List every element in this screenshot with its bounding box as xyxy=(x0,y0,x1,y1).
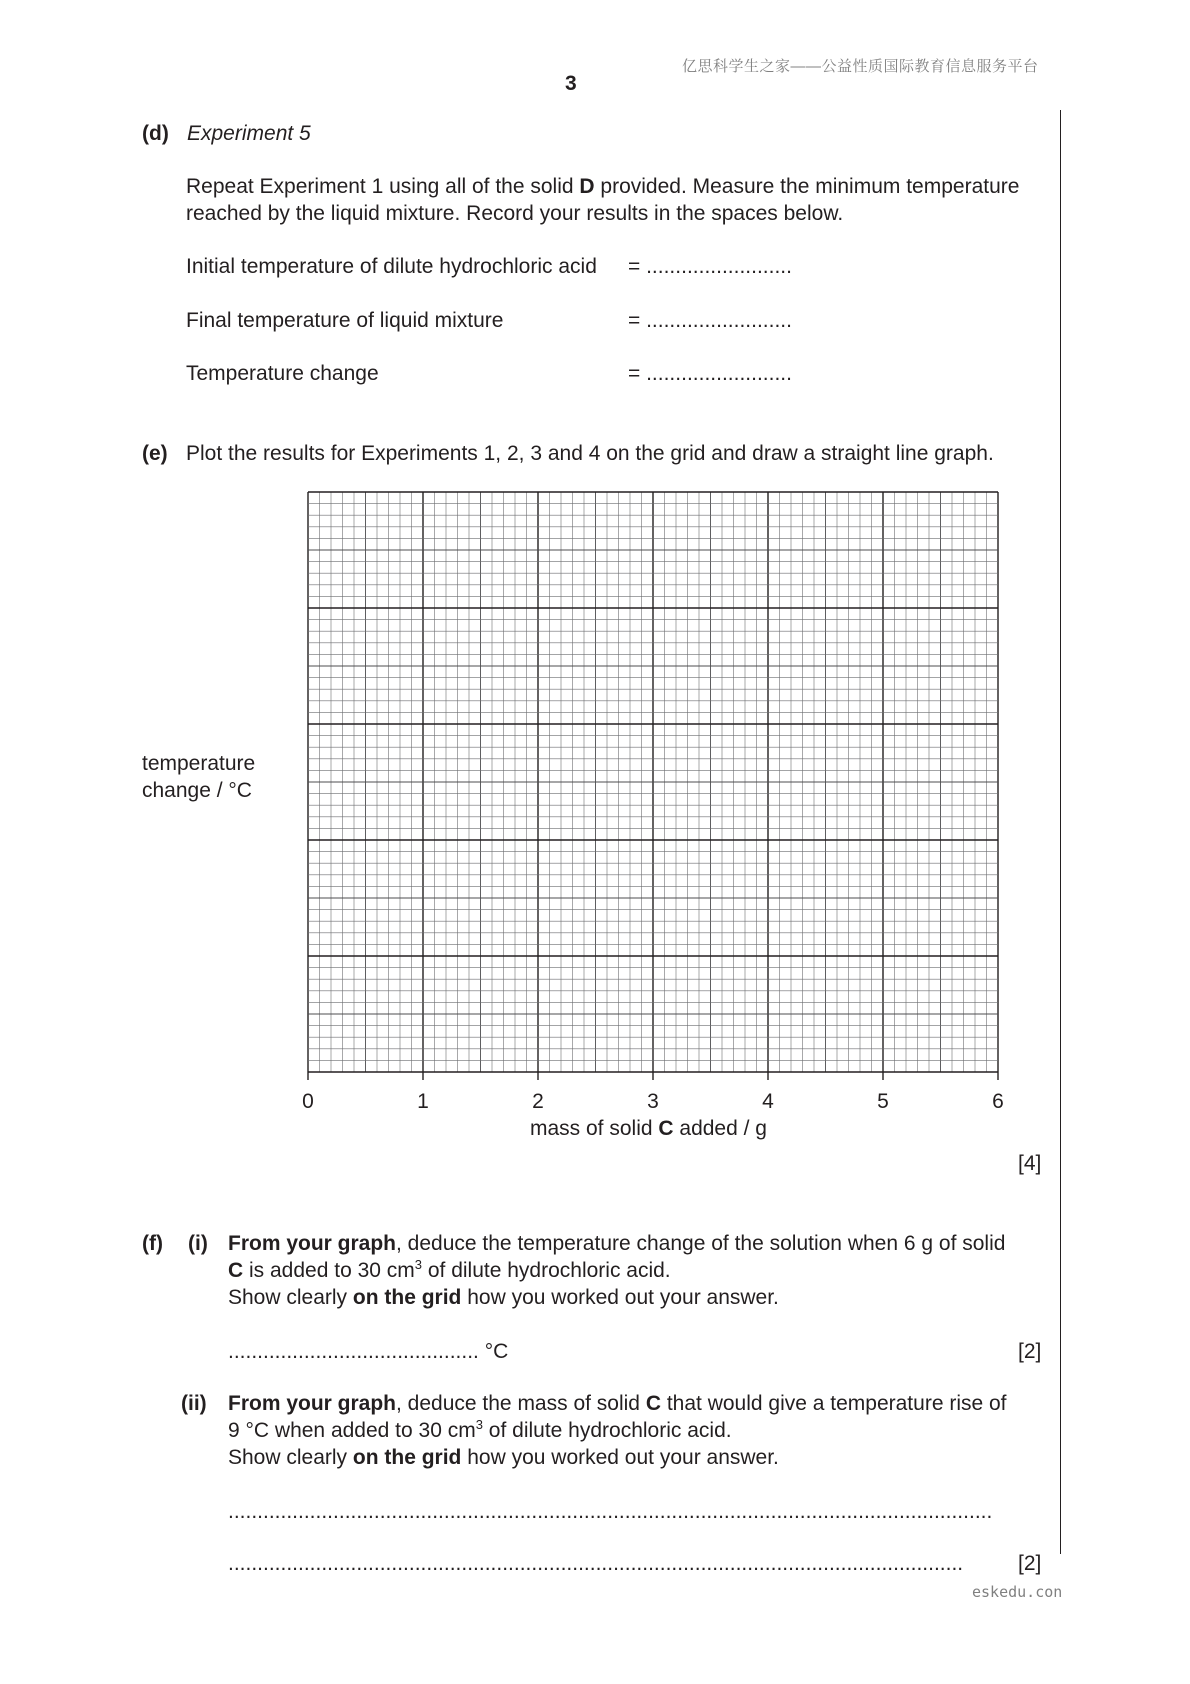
y-axis-label-line1: temperature xyxy=(142,752,256,775)
part-f-i-label: (i) xyxy=(188,1232,208,1255)
part-e-instruction: Plot the results for Experiments 1, 2, 3 and 4 on the grid and draw a straight line graph. xyxy=(186,442,994,465)
part-f-ii-marks: [2] xyxy=(1018,1552,1042,1575)
graph-grid[interactable] xyxy=(290,480,1010,1132)
part-d-paragraph-line2: reached by the liquid mixture. Record your results in the spaces below. xyxy=(186,202,844,225)
initial-temp-label: Initial temperature of dilute hydrochloric acid xyxy=(186,255,597,278)
x-tick-label: 4 xyxy=(762,1090,774,1113)
part-d-title: Experiment 5 xyxy=(187,122,311,145)
final-temp-answer[interactable]: = ......................... xyxy=(628,309,792,332)
initial-temp-answer[interactable]: = ......................... xyxy=(628,255,792,278)
part-f-ii-label: (ii) xyxy=(181,1392,207,1415)
part-f-i-line1: From your graph, deduce the temperature change of the solution when 6 g of solid xyxy=(228,1232,1006,1255)
x-tick-label: 5 xyxy=(877,1090,889,1113)
x-tick-label: 0 xyxy=(302,1090,314,1113)
final-temp-label: Final temperature of liquid mixture xyxy=(186,309,504,332)
part-f-ii-line2: 9 °C when added to 30 $cm^3$ of dilute hydrochloric acid. xyxy=(228,1417,732,1442)
part-f-i-marks: [2] xyxy=(1018,1340,1042,1363)
footer-site: eskedu.con xyxy=(972,1583,1063,1601)
y-axis-label-line2: change / °C xyxy=(142,779,252,802)
x-tick-label: 2 xyxy=(532,1090,544,1113)
margin-rule xyxy=(1060,110,1061,1554)
page-number: 3 xyxy=(565,72,577,95)
part-d-label: (d) xyxy=(142,122,169,145)
x-tick-label: 3 xyxy=(647,1090,659,1113)
part-f-ii-answer-line2[interactable]: .............................................................................................................................. xyxy=(228,1552,964,1575)
part-f-ii-answer-line1[interactable]: ................................................................................................................................... xyxy=(228,1500,993,1523)
part-f-ii-line3: Show clearly on the grid how you worked out your answer. xyxy=(228,1446,779,1469)
part-f-ii-line1: From your graph, deduce the mass of solid C that would give a temperature rise of xyxy=(228,1392,1007,1415)
x-tick-label: 6 xyxy=(992,1090,1004,1113)
watermark-text: 亿思科学生之家——公益性质国际教育信息服务平台 xyxy=(682,58,1039,75)
temp-change-answer[interactable]: = ......................... xyxy=(628,362,792,385)
part-f-i-line2: C is added to 30 $cm^3$ of dilute hydrochloric acid. xyxy=(228,1257,671,1282)
x-tick-label: 1 xyxy=(417,1090,429,1113)
x-axis-label: mass of solid C added / g xyxy=(530,1117,767,1140)
part-d-paragraph-line1: Repeat Experiment 1 using all of the solid D provided. Measure the minimum temperature xyxy=(186,175,1020,198)
temp-change-label: Temperature change xyxy=(186,362,379,385)
part-e-label: (e) xyxy=(142,442,168,465)
part-e-marks: [4] xyxy=(1018,1152,1042,1175)
part-f-i-answer[interactable]: ........................................... °C xyxy=(228,1340,509,1363)
part-f-label: (f) xyxy=(142,1232,163,1255)
part-f-i-line3: Show clearly on the grid how you worked out your answer. xyxy=(228,1286,779,1309)
